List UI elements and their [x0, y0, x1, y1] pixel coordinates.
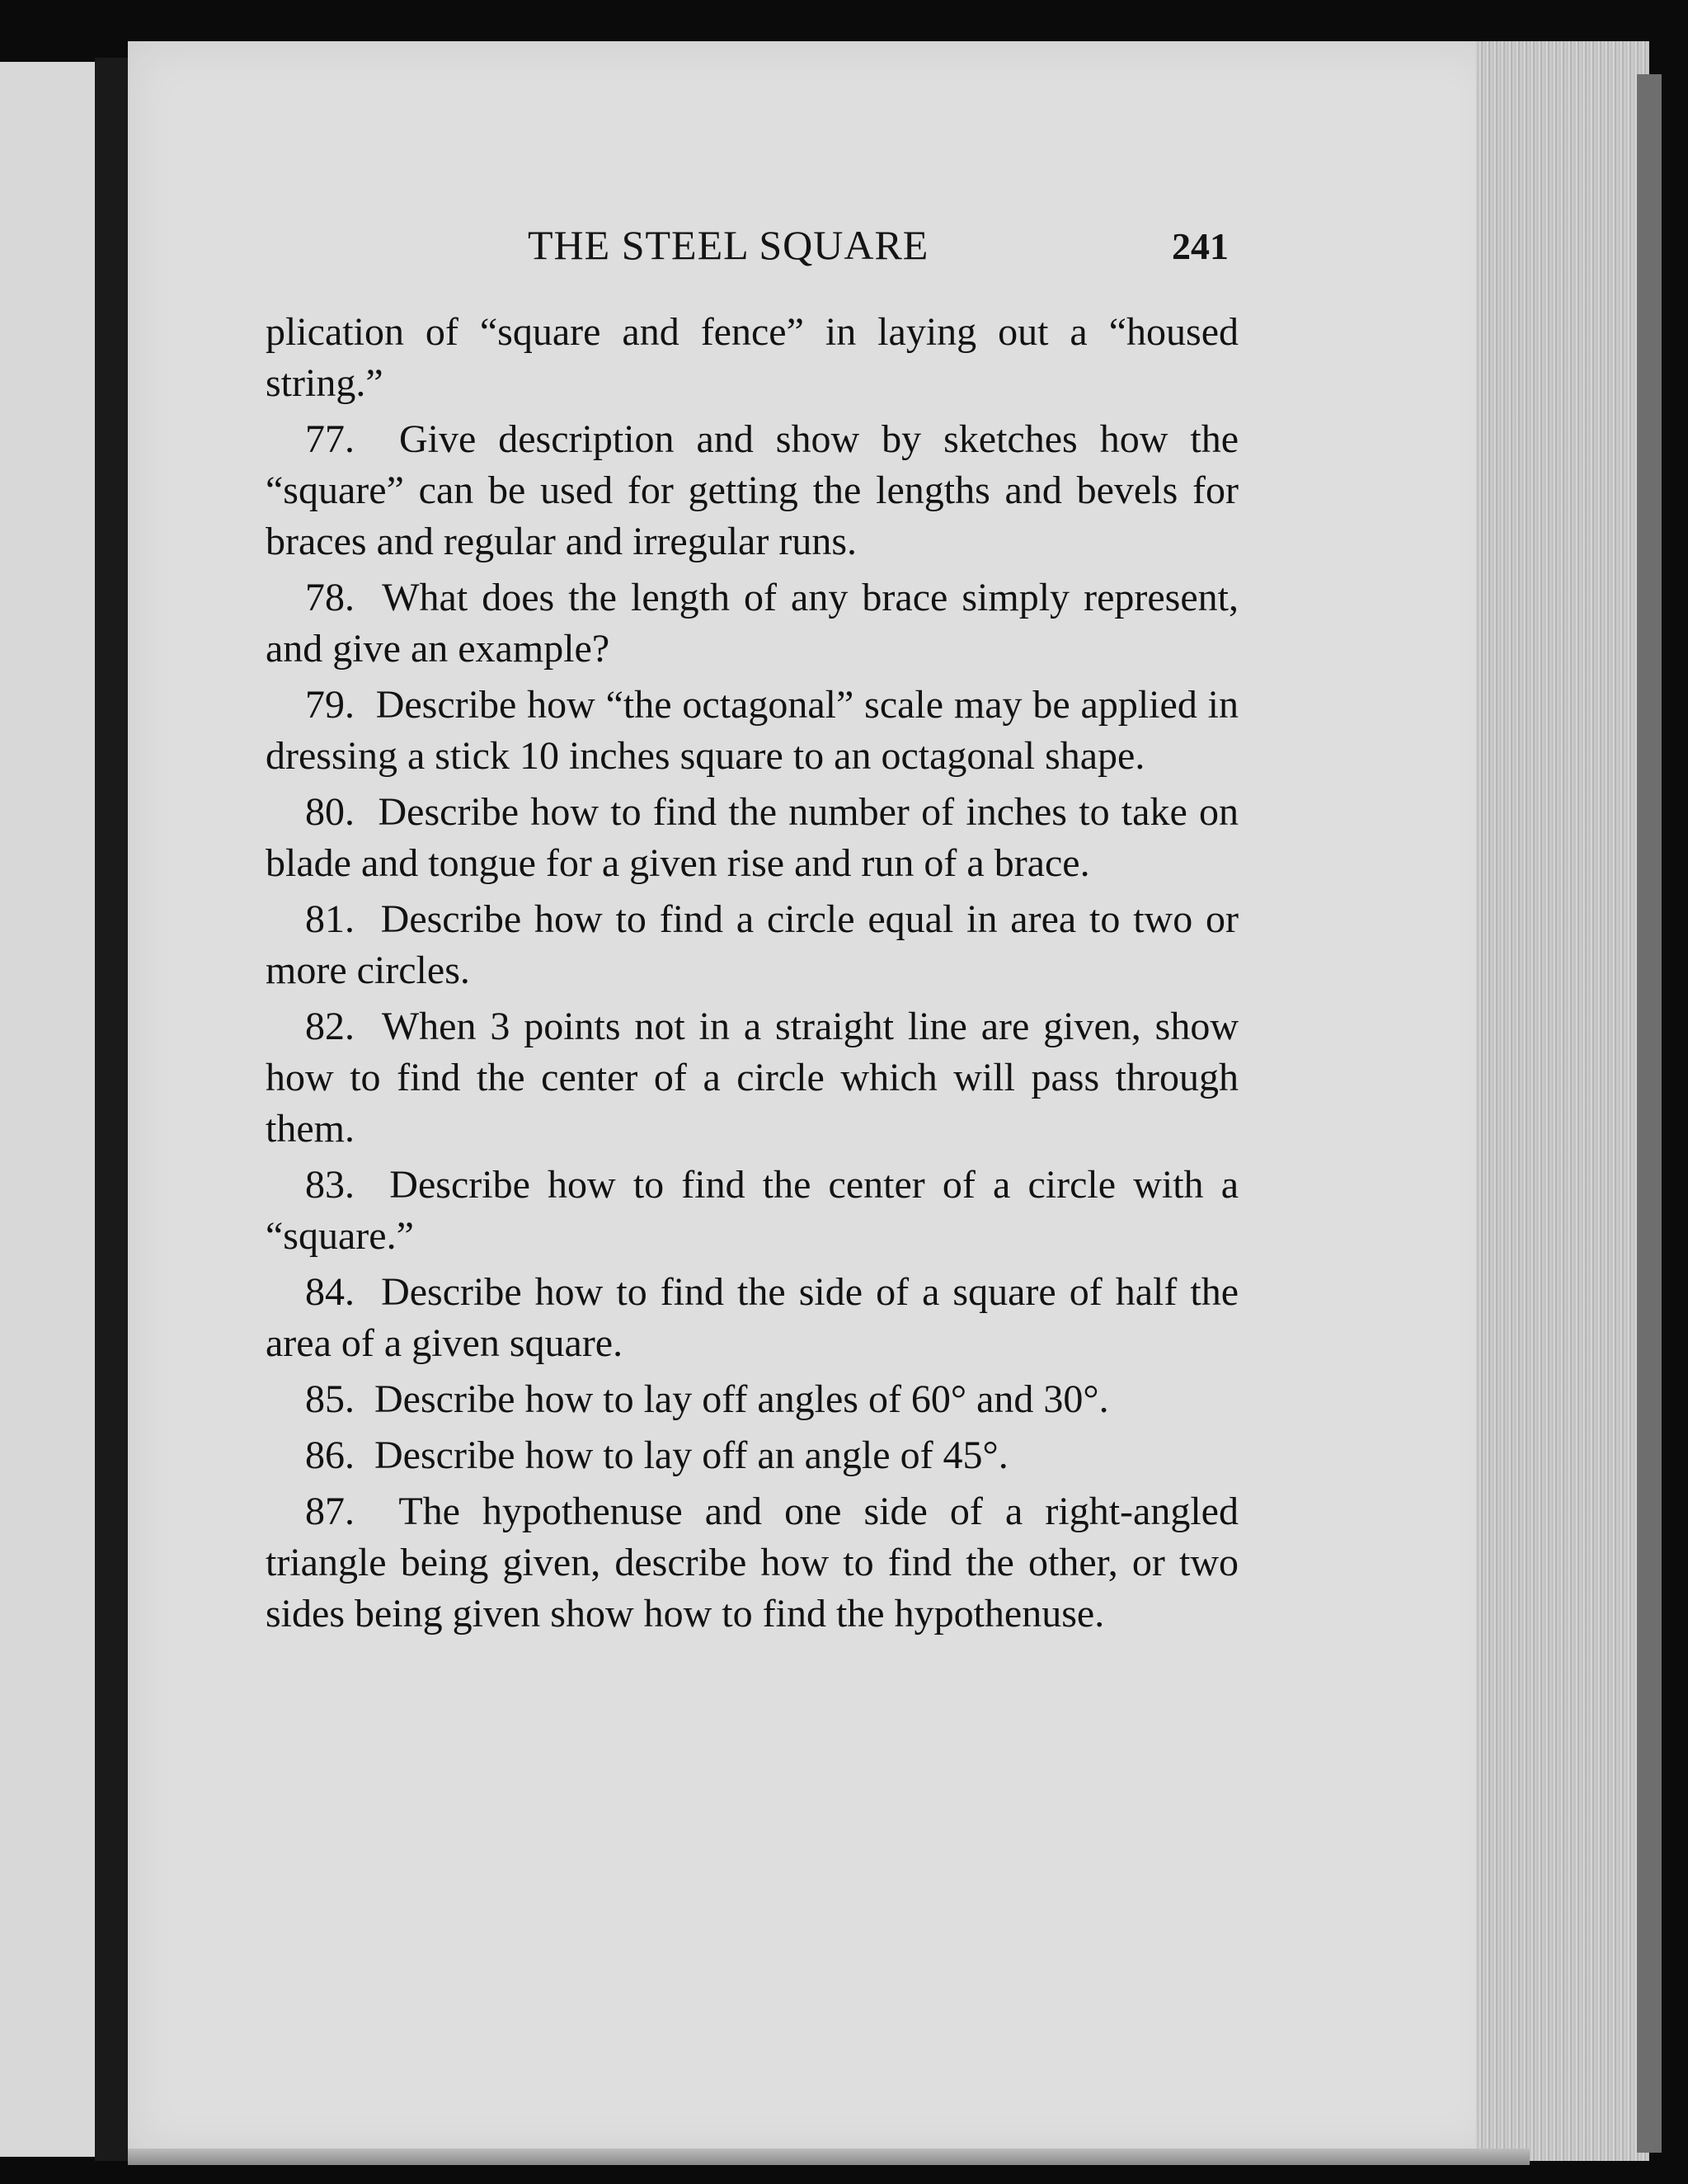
question-82: [266, 1001, 1239, 1155]
question-text: Give description and show by sketches how the “square” can be used for getting the lengths and bevels for braces and regular and irregular runs.: [266, 417, 1239, 563]
question-number: 81.: [305, 897, 355, 941]
question-text: Describe how to lay off angles of 60° and 30°.: [374, 1377, 1109, 1421]
question-77: [266, 414, 1239, 567]
question-80: [266, 787, 1239, 889]
gutter-shadow: [95, 58, 128, 2161]
running-head: [264, 221, 1229, 271]
page-number: 241: [1172, 225, 1229, 267]
question-86: [266, 1430, 1239, 1481]
question-84: [266, 1267, 1239, 1369]
question-text: The hypothenuse and one side of a right-angled triangle being given, describe how to find the other, or two sides being given show how to find the hypothenuse.: [266, 1490, 1239, 1636]
book-cover-edge: [1637, 74, 1662, 2153]
question-text: When 3 points not in a straight line are given, show how to find the center of a circle which will pass through them.: [266, 1005, 1239, 1151]
question-number: 85.: [305, 1377, 355, 1421]
question-number: 78.: [305, 576, 355, 619]
question-number: 82.: [305, 1005, 355, 1048]
question-83: [266, 1160, 1239, 1262]
question-text: Describe how “the octagonal” scale may be applied in dressing a stick 10 inches square to an octagonal shape.: [266, 683, 1239, 778]
left-page-edge: [0, 62, 99, 2157]
question-text: Describe how to lay off an angle of 45°.: [374, 1433, 1009, 1477]
question-81: [266, 894, 1239, 996]
question-number: 84.: [305, 1270, 355, 1314]
question-number: 83.: [305, 1163, 355, 1207]
body-text: [266, 307, 1239, 1645]
question-text: Describe how to find a circle equal in area to two or more circles.: [266, 897, 1239, 992]
question-number: 79.: [305, 683, 355, 727]
page-bottom-edge: [128, 2149, 1530, 2165]
paragraph-continuation: [266, 307, 1239, 409]
running-title: THE STEEL SQUARE: [528, 222, 929, 268]
paragraph-text: plication of “square and fence” in laying out a “housed string.”: [266, 310, 1239, 405]
question-85: [266, 1374, 1239, 1425]
question-text: Describe how to find the number of inches to take on blade and tongue for a given rise and run of a brace.: [266, 790, 1239, 885]
question-text: What does the length of any brace simply represent, and give an example?: [266, 576, 1239, 671]
question-number: 87.: [305, 1490, 355, 1533]
question-78: [266, 572, 1239, 675]
question-text: Describe how to find the center of a circle with a “square.”: [266, 1163, 1239, 1258]
question-number: 77.: [305, 417, 355, 461]
question-number: 80.: [305, 790, 355, 834]
question-87: [266, 1486, 1239, 1640]
question-text: Describe how to find the side of a square of half the area of a given square.: [266, 1270, 1239, 1365]
question-number: 86.: [305, 1433, 355, 1477]
page-stack-edges: [1476, 41, 1649, 2161]
question-79: [266, 680, 1239, 782]
